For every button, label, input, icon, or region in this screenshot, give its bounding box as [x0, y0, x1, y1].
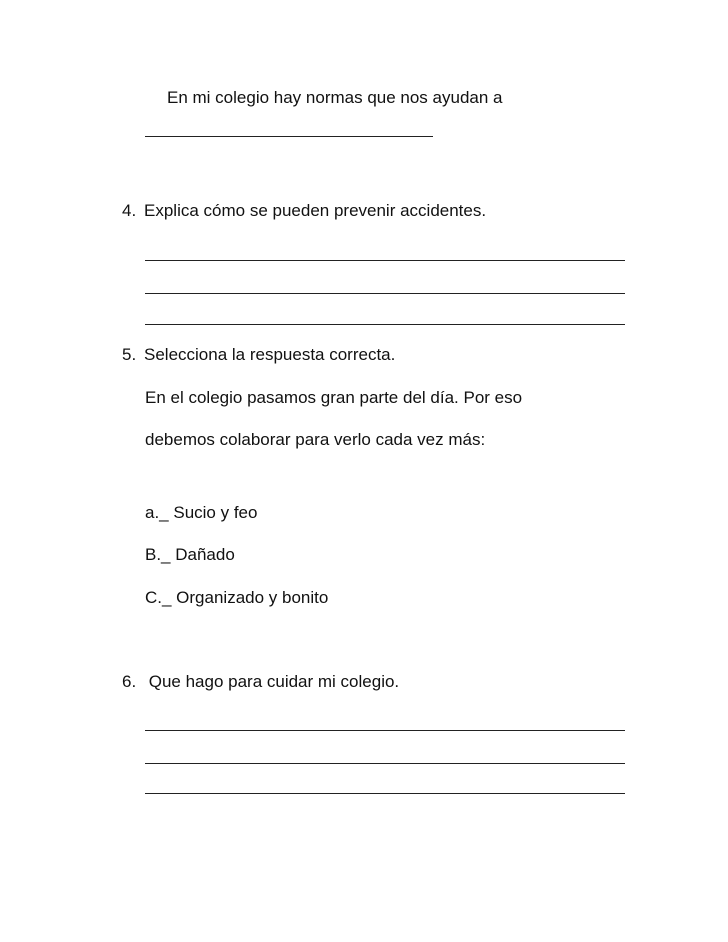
question-4-text: Explica cómo se pueden prevenir accidentes.: [144, 201, 487, 220]
question-5: [122, 344, 395, 366]
answer-line-q4-1[interactable]: [145, 260, 625, 261]
option-b[interactable]: B._ Dañado: [145, 545, 235, 564]
question-5-stem-line-2: debemos colaborar para verlo cada vez más:: [145, 430, 486, 449]
intro-sentence: En mi colegio hay normas que nos ayudan a: [167, 88, 503, 107]
question-6-text: Que hago para cuidar mi colegio.: [144, 672, 400, 691]
answer-line-q4-2[interactable]: [145, 293, 625, 294]
answer-line-q6-1[interactable]: [145, 730, 625, 731]
option-c[interactable]: C._ Organizado y bonito: [145, 588, 329, 607]
option-a[interactable]: a._ Sucio y feo: [145, 503, 258, 522]
question-4-number: 4.: [122, 201, 137, 220]
answer-line-intro[interactable]: [145, 136, 433, 137]
question-4: [122, 200, 486, 222]
question-6: [122, 671, 399, 693]
question-5-stem-line-1: En el colegio pasamos gran parte del día. Por eso: [145, 388, 523, 407]
answer-line-q6-2[interactable]: [145, 763, 625, 764]
answer-line-q6-3[interactable]: [145, 793, 625, 794]
question-5-number: 5.: [122, 345, 137, 364]
question-5-text: Selecciona la respuesta correcta.: [144, 345, 396, 364]
question-6-number: 6.: [122, 672, 137, 691]
answer-line-q4-3[interactable]: [145, 324, 625, 325]
